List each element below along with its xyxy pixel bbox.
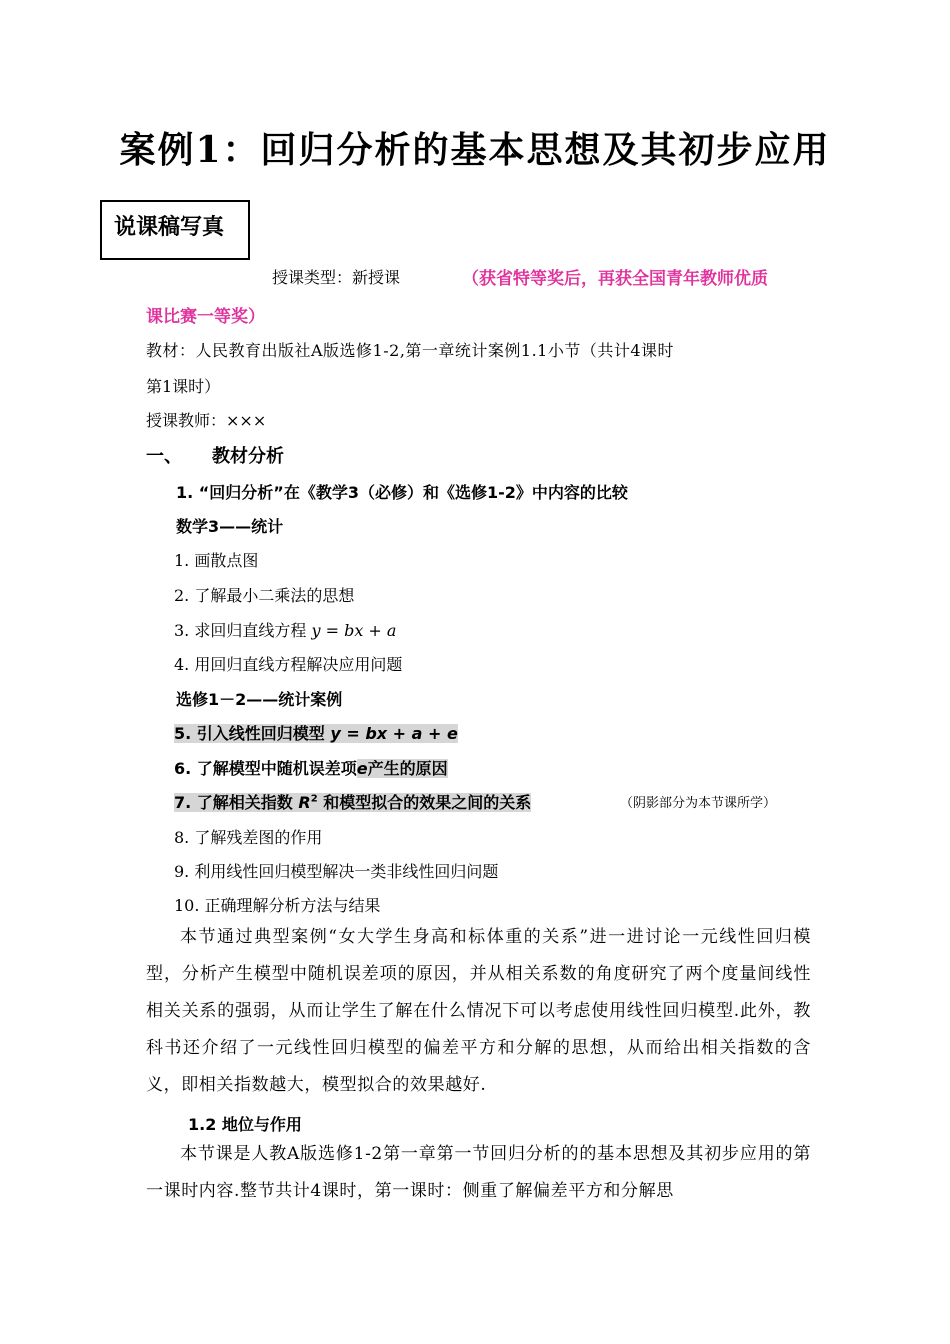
list-item: 8. 了解残差图的作用 xyxy=(174,828,323,847)
elective-heading: 选修1－2——统计案例 xyxy=(176,690,343,709)
list-item: 7. 了解相关指数 $R^2$ 和模型拟合的效果之间的关系 xyxy=(174,793,532,812)
list-item: 1. 画散点图 xyxy=(174,551,259,570)
list-item: 10. 正确理解分析方法与结果 xyxy=(174,896,381,915)
paragraph: 本节课是人教A版选修1-2第一章第一节回归分析的的基本思想及其初步应用的第一课时内容.整节共计4课时，第一课时：侧重了解偏差平方和分解思 xyxy=(146,1144,811,1201)
subsection-heading: 1. “回归分析”在《教学3（必修）和《选修1-2》中内容的比较 xyxy=(176,483,628,502)
list-item: 4. 用回归直线方程解决应用问题 xyxy=(174,655,403,674)
math3-heading: 数学3——统计 xyxy=(176,517,284,536)
list-item: 5. 引入线性回归模型 y = bx + a + e xyxy=(174,724,458,743)
subsection-heading: 1.2 地位与作用 xyxy=(188,1115,302,1134)
lesson-type: 授课类型：新授课 xyxy=(272,268,401,287)
shading-note: （阴影部分为本节课所学） xyxy=(620,796,777,811)
award-note-line2: 课比赛一等奖） xyxy=(146,307,265,327)
list-item: 9. 利用线性回归模型解决一类非线性回归问题 xyxy=(174,862,499,881)
paragraph: 本节通过典型案例“女大学生身高和标体重的关系”进一进讨论一元线性回归模型，分析产生模型中随机误差项的原因，并从相关系数的角度研究了两个度量间线性相关关系的强弱，从而让学生了解在什么情况下可以考虑使用线性回归模型.此外，教科书还介绍了一元线性回归模型的偏差平方和分解的思想，从而给出相关指数的含义，即相关指数越大，模型拟合的效果越好. xyxy=(146,927,811,1095)
page-title: 案例1：回归分析的基本思想及其初步应用 xyxy=(119,129,831,171)
formula: y = bx + a xyxy=(311,621,397,640)
section-number: 一、 xyxy=(146,446,182,467)
teacher: 授课教师：××× xyxy=(146,411,267,430)
lesson-script-box: 说课稿写真 xyxy=(100,200,250,260)
list-item: 6. 了解模型中随机误差项e产生的原因 xyxy=(174,759,448,778)
formula: y = bx + a + e xyxy=(330,724,458,743)
list-item: 3. 求回归直线方程 y = bx + a xyxy=(174,621,397,640)
section-heading: 教材分析 xyxy=(212,446,284,467)
textbook-line1: 教材：人民教育出版社A版选修1-2,第一章统计案例1.1小节（共计4课时 xyxy=(146,341,675,360)
list-item: 2. 了解最小二乘法的思想 xyxy=(174,586,355,605)
textbook-line2: 第1课时） xyxy=(146,377,221,396)
award-note-line1: （获省特等奖后，再获全国青年教师优质 xyxy=(462,269,768,289)
